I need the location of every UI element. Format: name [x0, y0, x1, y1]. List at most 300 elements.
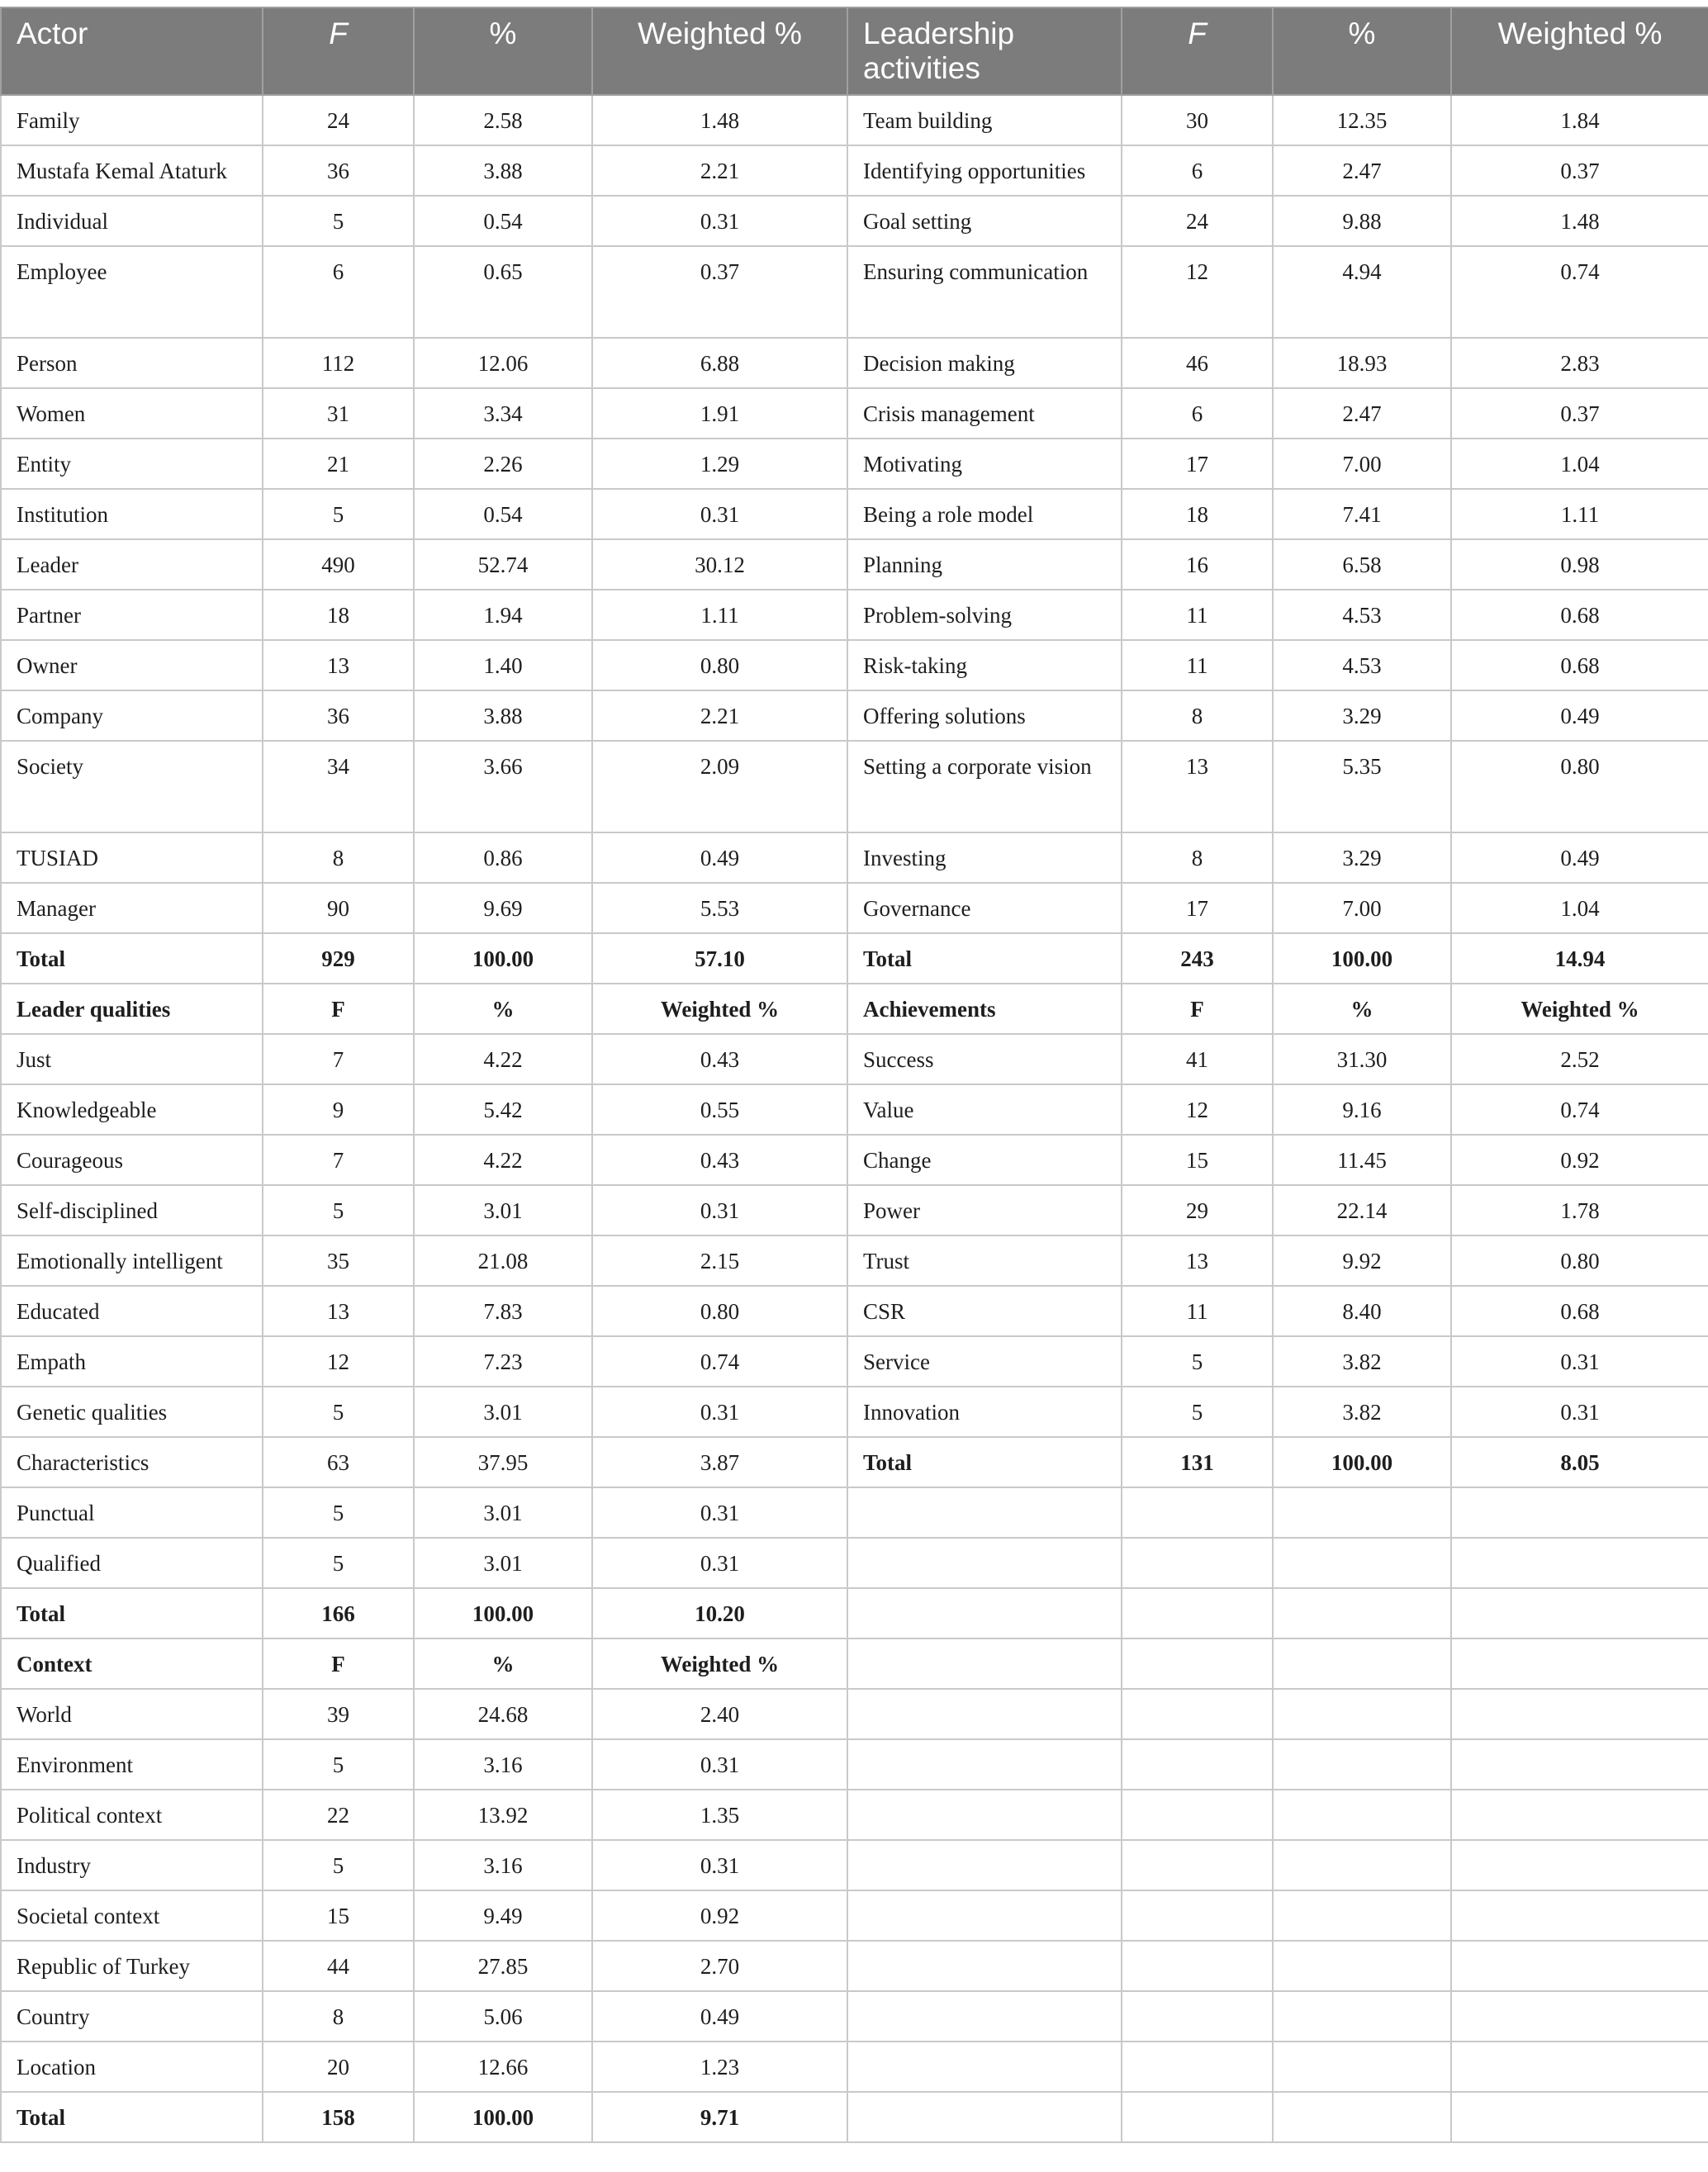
- value-cell: %: [1273, 984, 1451, 1034]
- value-cell: 4.53: [1273, 640, 1451, 690]
- value-cell: 13.92: [414, 1790, 592, 1840]
- value-cell: 6: [263, 246, 414, 338]
- value-cell: 929: [263, 933, 414, 984]
- value-cell: 63: [263, 1437, 414, 1487]
- row-label-cell: Punctual: [1, 1487, 263, 1538]
- value-cell: [1273, 1739, 1451, 1790]
- row-label-cell: [847, 2092, 1122, 2142]
- value-cell: 3.29: [1273, 690, 1451, 741]
- value-cell: 7.83: [414, 1286, 592, 1336]
- row-label-cell: Country: [1, 1991, 263, 2042]
- row-label-cell: Total: [1, 1588, 263, 1638]
- value-cell: 13: [263, 640, 414, 690]
- row-label-cell: [847, 1588, 1122, 1638]
- value-cell: 16: [1122, 539, 1273, 590]
- row-label-cell: Total: [1, 2092, 263, 2142]
- value-cell: 11: [1122, 640, 1273, 690]
- table-row: [1, 1790, 1708, 1840]
- value-cell: [1273, 1588, 1451, 1638]
- row-label-cell: Mustafa Kemal Ataturk: [1, 145, 263, 196]
- value-cell: 1.91: [592, 388, 847, 439]
- value-cell: 243: [1122, 933, 1273, 984]
- table-row: [1, 196, 1708, 246]
- row-label-cell: Investing: [847, 832, 1122, 883]
- row-label-cell: Institution: [1, 489, 263, 539]
- value-cell: 1.40: [414, 640, 592, 690]
- table-row: [1, 539, 1708, 590]
- row-label-cell: Ensuring communication: [847, 246, 1122, 338]
- header-percent: %: [414, 7, 592, 95]
- row-label-cell: Educated: [1, 1286, 263, 1336]
- value-cell: 15: [1122, 1135, 1273, 1185]
- value-cell: 7: [263, 1034, 414, 1084]
- value-cell: 27.85: [414, 1941, 592, 1991]
- value-cell: 52.74: [414, 539, 592, 590]
- value-cell: 5: [263, 1487, 414, 1538]
- value-cell: 36: [263, 145, 414, 196]
- value-cell: 8: [263, 1991, 414, 2042]
- value-cell: 0.31: [592, 1739, 847, 1790]
- table-row: [1, 1739, 1708, 1790]
- value-cell: 17: [1122, 439, 1273, 489]
- value-cell: 5: [263, 1387, 414, 1437]
- value-cell: 166: [263, 1588, 414, 1638]
- row-label-cell: Leader: [1, 539, 263, 590]
- value-cell: 11.45: [1273, 1135, 1451, 1185]
- value-cell: [1273, 1991, 1451, 2042]
- table-row: [1, 1135, 1708, 1185]
- value-cell: 5: [1122, 1387, 1273, 1437]
- value-cell: 13: [263, 1286, 414, 1336]
- header-f: F: [1122, 7, 1273, 95]
- row-label-cell: Governance: [847, 883, 1122, 933]
- value-cell: 7: [263, 1135, 414, 1185]
- row-label-cell: [847, 1739, 1122, 1790]
- row-label-cell: Genetic qualities: [1, 1387, 263, 1437]
- value-cell: [1451, 1941, 1708, 1991]
- value-cell: 0.74: [1451, 246, 1708, 338]
- table-row: [1, 1538, 1708, 1588]
- value-cell: [1122, 1538, 1273, 1588]
- value-cell: 5: [1122, 1336, 1273, 1387]
- row-label-cell: Total: [847, 933, 1122, 984]
- value-cell: 100.00: [1273, 1437, 1451, 1487]
- value-cell: 9.49: [414, 1890, 592, 1941]
- value-cell: 6.58: [1273, 539, 1451, 590]
- value-cell: [1122, 1588, 1273, 1638]
- table-row: [1, 1387, 1708, 1437]
- header-f: F: [263, 7, 414, 95]
- value-cell: F: [263, 1638, 414, 1689]
- value-cell: 18: [1122, 489, 1273, 539]
- value-cell: 0.31: [1451, 1387, 1708, 1437]
- value-cell: 8: [1122, 690, 1273, 741]
- row-label-cell: Person: [1, 338, 263, 388]
- row-label-cell: Entity: [1, 439, 263, 489]
- value-cell: 8: [1122, 832, 1273, 883]
- row-label-cell: Total: [1, 933, 263, 984]
- header-leadership-activities: Leadership activities: [847, 7, 1122, 95]
- value-cell: 5.06: [414, 1991, 592, 2042]
- value-cell: 0.80: [1451, 1235, 1708, 1286]
- value-cell: 0.31: [592, 196, 847, 246]
- value-cell: 37.95: [414, 1437, 592, 1487]
- value-cell: 0.49: [1451, 832, 1708, 883]
- value-cell: 0.86: [414, 832, 592, 883]
- row-label-cell: Planning: [847, 539, 1122, 590]
- table-row: [1, 1638, 1708, 1689]
- value-cell: 1.94: [414, 590, 592, 640]
- table-row: [1, 1437, 1708, 1487]
- value-cell: 0.31: [592, 1487, 847, 1538]
- value-cell: 5: [263, 1739, 414, 1790]
- value-cell: 5.35: [1273, 741, 1451, 832]
- table-row: [1, 1487, 1708, 1538]
- table-row: [1, 246, 1708, 338]
- row-label-cell: Power: [847, 1185, 1122, 1235]
- table-row: [1, 1286, 1708, 1336]
- value-cell: 4.22: [414, 1034, 592, 1084]
- value-cell: 20: [263, 2042, 414, 2092]
- row-label-cell: [847, 1840, 1122, 1890]
- header-actor: Actor: [1, 7, 263, 95]
- value-cell: [1451, 1890, 1708, 1941]
- data-table: [0, 7, 1708, 2143]
- value-cell: 9.92: [1273, 1235, 1451, 1286]
- value-cell: 0.31: [1451, 1336, 1708, 1387]
- value-cell: 0.92: [1451, 1135, 1708, 1185]
- value-cell: [1273, 1487, 1451, 1538]
- value-cell: [1451, 1739, 1708, 1790]
- row-label-cell: [847, 1538, 1122, 1588]
- row-label-cell: Partner: [1, 590, 263, 640]
- row-label-cell: Team building: [847, 95, 1122, 145]
- value-cell: 0.49: [592, 832, 847, 883]
- value-cell: 2.52: [1451, 1034, 1708, 1084]
- row-label-cell: Employee: [1, 246, 263, 338]
- row-label-cell: Societal context: [1, 1890, 263, 1941]
- row-label-cell: Motivating: [847, 439, 1122, 489]
- value-cell: 7.23: [414, 1336, 592, 1387]
- value-cell: [1122, 1991, 1273, 2042]
- value-cell: 0.37: [1451, 145, 1708, 196]
- row-label-cell: Service: [847, 1336, 1122, 1387]
- value-cell: [1122, 1487, 1273, 1538]
- value-cell: 13: [1122, 1235, 1273, 1286]
- value-cell: 57.10: [592, 933, 847, 984]
- row-label-cell: Just: [1, 1034, 263, 1084]
- value-cell: 0.68: [1451, 1286, 1708, 1336]
- row-label-cell: Knowledgeable: [1, 1084, 263, 1135]
- value-cell: 18.93: [1273, 338, 1451, 388]
- row-label-cell: Success: [847, 1034, 1122, 1084]
- value-cell: [1451, 1790, 1708, 1840]
- row-label-cell: Setting a corporate vision: [847, 741, 1122, 832]
- value-cell: 131: [1122, 1437, 1273, 1487]
- value-cell: 0.37: [1451, 388, 1708, 439]
- row-label-cell: Offering solutions: [847, 690, 1122, 741]
- value-cell: F: [263, 984, 414, 1034]
- value-cell: [1451, 2042, 1708, 2092]
- value-cell: 3.88: [414, 690, 592, 741]
- value-cell: [1122, 1638, 1273, 1689]
- value-cell: 0.68: [1451, 640, 1708, 690]
- value-cell: 44: [263, 1941, 414, 1991]
- row-label-cell: Women: [1, 388, 263, 439]
- value-cell: 2.40: [592, 1689, 847, 1739]
- value-cell: 0.31: [592, 1538, 847, 1588]
- value-cell: 0.31: [592, 1840, 847, 1890]
- row-label-cell: [847, 1638, 1122, 1689]
- value-cell: 3.66: [414, 741, 592, 832]
- value-cell: 30.12: [592, 539, 847, 590]
- value-cell: [1451, 1840, 1708, 1890]
- value-cell: 21: [263, 439, 414, 489]
- value-cell: 1.04: [1451, 883, 1708, 933]
- value-cell: 4.22: [414, 1135, 592, 1185]
- table-body: [1, 95, 1708, 2142]
- value-cell: 2.58: [414, 95, 592, 145]
- row-label-cell: Manager: [1, 883, 263, 933]
- row-label-cell: Industry: [1, 1840, 263, 1890]
- value-cell: 3.29: [1273, 832, 1451, 883]
- value-cell: 30: [1122, 95, 1273, 145]
- value-cell: %: [414, 1638, 592, 1689]
- value-cell: 5.42: [414, 1084, 592, 1135]
- value-cell: 3.34: [414, 388, 592, 439]
- value-cell: [1273, 1890, 1451, 1941]
- table-row: [1, 338, 1708, 388]
- value-cell: [1122, 1941, 1273, 1991]
- value-cell: 10.20: [592, 1588, 847, 1638]
- value-cell: 2.47: [1273, 145, 1451, 196]
- header-weighted-percent: Weighted %: [592, 7, 847, 95]
- value-cell: 2.70: [592, 1941, 847, 1991]
- row-label-cell: Republic of Turkey: [1, 1941, 263, 1991]
- value-cell: 0.37: [592, 246, 847, 338]
- value-cell: 2.21: [592, 690, 847, 741]
- value-cell: 31.30: [1273, 1034, 1451, 1084]
- row-label-cell: Innovation: [847, 1387, 1122, 1437]
- value-cell: 0.31: [592, 1185, 847, 1235]
- value-cell: 3.82: [1273, 1387, 1451, 1437]
- value-cell: 0.68: [1451, 590, 1708, 640]
- value-cell: [1122, 1790, 1273, 1840]
- value-cell: [1273, 1689, 1451, 1739]
- header-row: [1, 7, 1708, 95]
- row-label-cell: [847, 2042, 1122, 2092]
- row-label-cell: Characteristics: [1, 1437, 263, 1487]
- value-cell: 100.00: [414, 933, 592, 984]
- table-row: [1, 690, 1708, 741]
- value-cell: Weighted %: [592, 984, 847, 1034]
- value-cell: 39: [263, 1689, 414, 1739]
- value-cell: [1273, 1840, 1451, 1890]
- value-cell: 1.04: [1451, 439, 1708, 489]
- value-cell: 29: [1122, 1185, 1273, 1235]
- value-cell: [1122, 1890, 1273, 1941]
- table-row: [1, 984, 1708, 1034]
- value-cell: 0.43: [592, 1135, 847, 1185]
- value-cell: 1.11: [1451, 489, 1708, 539]
- value-cell: 8.05: [1451, 1437, 1708, 1487]
- value-cell: 1.84: [1451, 95, 1708, 145]
- row-label-cell: Environment: [1, 1739, 263, 1790]
- value-cell: 3.01: [414, 1487, 592, 1538]
- row-label-cell: Family: [1, 95, 263, 145]
- row-label-cell: Goal setting: [847, 196, 1122, 246]
- value-cell: 0.49: [1451, 690, 1708, 741]
- row-label-cell: [847, 1941, 1122, 1991]
- table-row: [1, 1840, 1708, 1890]
- value-cell: 0.31: [592, 1387, 847, 1437]
- row-label-cell: Courageous: [1, 1135, 263, 1185]
- value-cell: 8.40: [1273, 1286, 1451, 1336]
- value-cell: [1451, 1991, 1708, 2042]
- value-cell: 2.83: [1451, 338, 1708, 388]
- value-cell: 0.80: [592, 640, 847, 690]
- value-cell: 11: [1122, 590, 1273, 640]
- value-cell: 5: [263, 1538, 414, 1588]
- value-cell: 0.54: [414, 196, 592, 246]
- value-cell: 3.88: [414, 145, 592, 196]
- row-label-cell: Change: [847, 1135, 1122, 1185]
- value-cell: [1451, 1588, 1708, 1638]
- row-label-cell: [847, 1487, 1122, 1538]
- value-cell: 100.00: [1273, 933, 1451, 984]
- value-cell: 3.01: [414, 1387, 592, 1437]
- value-cell: 5: [263, 1840, 414, 1890]
- row-label-cell: Political context: [1, 1790, 263, 1840]
- value-cell: 1.11: [592, 590, 847, 640]
- row-label-cell: [847, 1991, 1122, 2042]
- table-row: [1, 1185, 1708, 1235]
- value-cell: 36: [263, 690, 414, 741]
- table-row: [1, 883, 1708, 933]
- row-label-cell: Decision making: [847, 338, 1122, 388]
- value-cell: 34: [263, 741, 414, 832]
- row-label-cell: TUSIAD: [1, 832, 263, 883]
- value-cell: 11: [1122, 1286, 1273, 1336]
- value-cell: 90: [263, 883, 414, 933]
- value-cell: 13: [1122, 741, 1273, 832]
- table-row: [1, 832, 1708, 883]
- value-cell: 5: [263, 1185, 414, 1235]
- row-label-cell: Self-disciplined: [1, 1185, 263, 1235]
- row-label-cell: Individual: [1, 196, 263, 246]
- value-cell: 1.35: [592, 1790, 847, 1840]
- row-label-cell: Company: [1, 690, 263, 741]
- value-cell: 3.16: [414, 1840, 592, 1890]
- value-cell: 3.87: [592, 1437, 847, 1487]
- value-cell: 8: [263, 832, 414, 883]
- row-label-cell: [847, 1689, 1122, 1739]
- value-cell: 0.43: [592, 1034, 847, 1084]
- value-cell: 4.94: [1273, 246, 1451, 338]
- value-cell: 158: [263, 2092, 414, 2142]
- row-label-cell: [847, 1790, 1122, 1840]
- value-cell: [1273, 1538, 1451, 1588]
- value-cell: 5.53: [592, 883, 847, 933]
- value-cell: 21.08: [414, 1235, 592, 1286]
- value-cell: 1.23: [592, 2042, 847, 2092]
- table-row: [1, 1941, 1708, 1991]
- value-cell: 1.78: [1451, 1185, 1708, 1235]
- value-cell: 15: [263, 1890, 414, 1941]
- value-cell: [1122, 2092, 1273, 2142]
- value-cell: 0.54: [414, 489, 592, 539]
- row-label-cell: Identifying opportunities: [847, 145, 1122, 196]
- value-cell: 0.55: [592, 1084, 847, 1135]
- value-cell: [1122, 1739, 1273, 1790]
- value-cell: 6: [1122, 388, 1273, 439]
- row-label-cell: Trust: [847, 1235, 1122, 1286]
- table-row: [1, 145, 1708, 196]
- value-cell: [1451, 1538, 1708, 1588]
- table-row: [1, 439, 1708, 489]
- value-cell: %: [414, 984, 592, 1034]
- row-label-cell: Qualified: [1, 1538, 263, 1588]
- value-cell: 31: [263, 388, 414, 439]
- value-cell: 18: [263, 590, 414, 640]
- row-label-cell: Context: [1, 1638, 263, 1689]
- row-label-cell: Value: [847, 1084, 1122, 1135]
- table-row: [1, 1235, 1708, 1286]
- value-cell: [1273, 2092, 1451, 2142]
- value-cell: 7.41: [1273, 489, 1451, 539]
- value-cell: 0.98: [1451, 539, 1708, 590]
- value-cell: 0.49: [592, 1991, 847, 2042]
- header-weighted-percent: Weighted %: [1451, 7, 1708, 95]
- value-cell: 0.80: [592, 1286, 847, 1336]
- value-cell: 490: [263, 539, 414, 590]
- row-label-cell: Problem-solving: [847, 590, 1122, 640]
- value-cell: 0.65: [414, 246, 592, 338]
- value-cell: 2.47: [1273, 388, 1451, 439]
- value-cell: 100.00: [414, 1588, 592, 1638]
- value-cell: 100.00: [414, 2092, 592, 2142]
- row-label-cell: Crisis management: [847, 388, 1122, 439]
- value-cell: 2.21: [592, 145, 847, 196]
- value-cell: 22.14: [1273, 1185, 1451, 1235]
- row-label-cell: Owner: [1, 640, 263, 690]
- value-cell: 9.71: [592, 2092, 847, 2142]
- value-cell: 9.16: [1273, 1084, 1451, 1135]
- value-cell: 14.94: [1451, 933, 1708, 984]
- table-row: [1, 1689, 1708, 1739]
- value-cell: 0.74: [1451, 1084, 1708, 1135]
- value-cell: 12: [1122, 246, 1273, 338]
- row-label-cell: Emotionally intelligent: [1, 1235, 263, 1286]
- row-label-cell: [847, 1890, 1122, 1941]
- value-cell: F: [1122, 984, 1273, 1034]
- header-percent: %: [1273, 7, 1451, 95]
- value-cell: 6: [1122, 145, 1273, 196]
- value-cell: 7.00: [1273, 883, 1451, 933]
- value-cell: 0.92: [592, 1890, 847, 1941]
- table-row: [1, 1890, 1708, 1941]
- value-cell: 6.88: [592, 338, 847, 388]
- row-label-cell: World: [1, 1689, 263, 1739]
- value-cell: 5: [263, 196, 414, 246]
- value-cell: [1273, 1941, 1451, 1991]
- table-row: [1, 95, 1708, 145]
- table-row: [1, 1034, 1708, 1084]
- value-cell: 2.15: [592, 1235, 847, 1286]
- value-cell: [1122, 2042, 1273, 2092]
- row-label-cell: Society: [1, 741, 263, 832]
- value-cell: [1122, 1840, 1273, 1890]
